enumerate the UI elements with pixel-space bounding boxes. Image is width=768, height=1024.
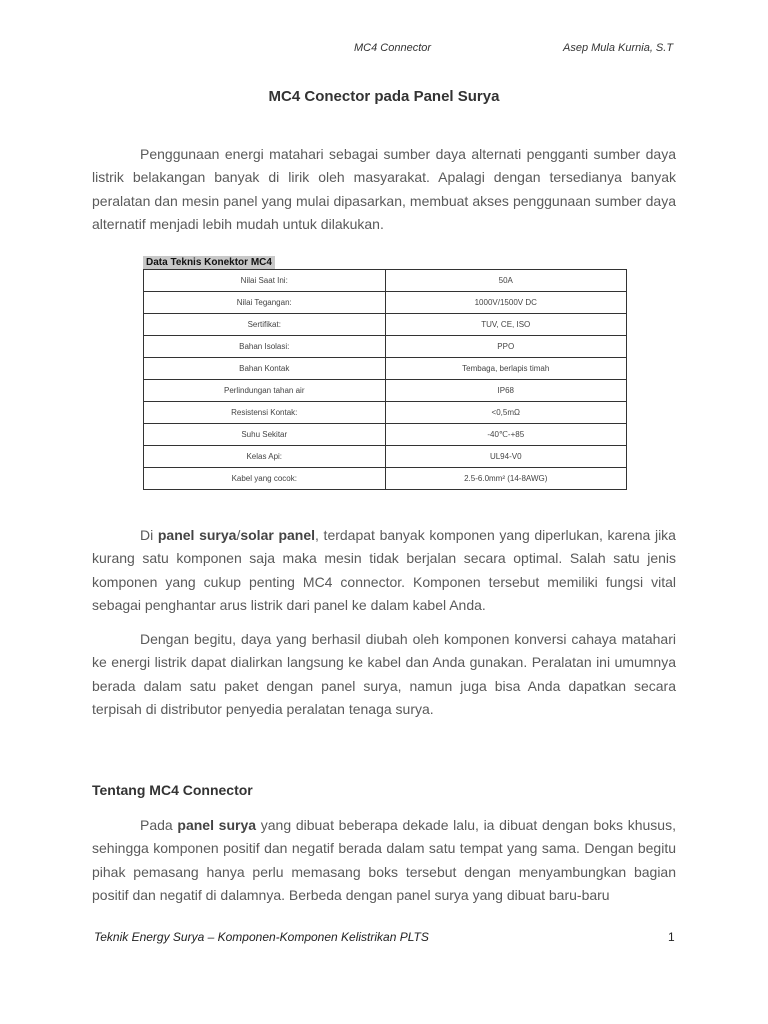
header-author: Asep Mula Kurnia, S.T [563,42,674,54]
table-cell-label: Kabel yang cocok: [144,468,386,490]
table-cell-value: <0,5mΩ [385,402,627,424]
bold-term-panel-surya: panel surya [177,817,257,833]
text-run: , terdapat banyak komponen yang diperlukan, karena jika kurang satu komponen saja maka mesin tidak berjalan secara optimal. Salah satu jenis komponen yang cukup penting MC4 connector. Komponen tersebut memiliki fungsi vital sebagai penghantar arus listrik dari panel ke dalam kabel Anda. [92,527,676,614]
table-cell-label: Kelas Api: [144,446,386,468]
table-row [144,270,627,292]
paragraph-intro: Penggunaan energi matahari sebagai sumber daya alternati pengganti sumber daya listrik belakangan banyak di lirik oleh masyarakat. Apalagi dengan tersedianya banyak peralatan dan mesin panel yang mulai dipasarkan, membuat akses penggunaan sumber daya alternatif menjadi lebih mudah untuk dilakukan. [92,146,676,233]
table-cell-value: 2.5-6.0mm² (14-8AWG) [385,468,627,490]
table-cell-value: IP68 [385,380,627,402]
bold-term-solar-panel: solar panel [240,527,316,543]
text-run: Pada [140,817,178,833]
text-run: yang dibuat beberapa dekade lalu, ia dibuat dengan boks khusus, sehingga komponen positif dan negatif berada dalam satu tempat yang sama. Dengan begitu pihak pemasang hanya perlu memasang boks tersebut dengan menyambungkan bagian positif dan negatif di dalamnya. Berbeda dengan panel surya yang dibuat baru-baru [92,817,676,904]
table-row [144,402,627,424]
text-run: / [236,527,241,543]
footer-title: Teknik Energy Surya – Komponen-Komponen Kelistrikan PLTS [94,930,429,944]
table-row [144,380,627,402]
table-cell-label: Bahan Kontak [144,358,386,380]
table-cell-value: 50A [385,270,627,292]
bold-term-panel-surya: panel surya [157,527,237,543]
table-row [144,336,627,358]
table-row [144,468,627,490]
spec-table [143,269,627,490]
text-run: Di [140,527,158,543]
table-cell-label: Sertifikat: [144,314,386,336]
table-row [144,314,627,336]
table-row [144,424,627,446]
table-cell-value: 1000V/1500V DC [385,292,627,314]
table-cell-label: Nilai Saat Ini: [144,270,386,292]
table-row [144,292,627,314]
table-row [144,446,627,468]
table-cell-label: Perlindungan tahan air [144,380,386,402]
table-cell-value: TUV, CE, ISO [385,314,627,336]
table-cell-label: Suhu Sekitar [144,424,386,446]
page-number: 1 [668,930,675,944]
paragraph-panel-surya [92,524,676,618]
table-cell-value: -40℃-+85 [385,424,627,446]
page-title: MC4 Conector pada Panel Surya [268,88,500,105]
section-heading: Tentang MC4 Connector [92,782,253,798]
table-row [144,358,627,380]
table-cell-label: Resistensi Kontak: [144,402,386,424]
paragraph-tentang [92,814,676,908]
table-cell-value: Tembaga, berlapis timah [385,358,627,380]
table-cell-label: Nilai Tegangan: [144,292,386,314]
table-cell-value: PPO [385,336,627,358]
paragraph-konversi: Dengan begitu, daya yang berhasil diubah oleh komponen konversi cahaya matahari ke energi listrik dapat dialirkan langsung ke kabel dan Anda gunakan. Peralatan ini umumnya berada dalam satu paket dengan panel surya, namun juga bisa Anda dapatkan secara terpisah di distributor penyedia peralatan tenaga surya. [92,631,676,718]
table-cell-value: UL94-V0 [385,446,627,468]
header-doc-title: MC4 Connector [354,42,432,54]
table-title: Data Teknis Konektor MC4 [143,256,275,270]
table-cell-label: Bahan Isolasi: [144,336,386,358]
